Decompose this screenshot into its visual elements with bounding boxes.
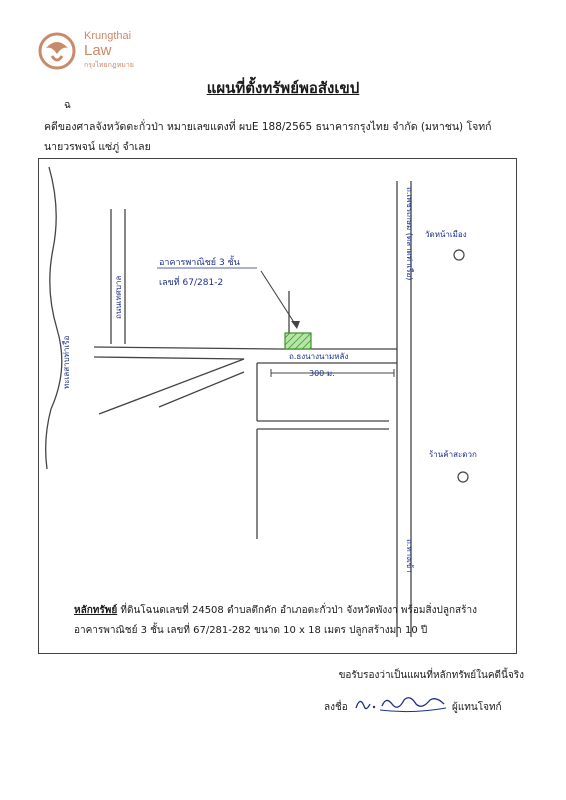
case-line-2: นายวรพจน์ แซ่ภู่ จำเลย bbox=[44, 141, 151, 153]
building-label: อาคารพาณิชย์ 3 ชั้น bbox=[159, 258, 240, 268]
location-map bbox=[38, 158, 517, 654]
main-road-bottom bbox=[94, 357, 244, 359]
logo-text-thai: กรุงไทยกฎหมาย bbox=[84, 61, 134, 69]
logo-text-brand: Krungthai bbox=[84, 30, 132, 42]
landmark-2-marker bbox=[458, 472, 468, 482]
pointer-arrowhead bbox=[291, 321, 300, 329]
building-number: เลขที่ 67/281-2 bbox=[159, 278, 224, 288]
landmark-1-marker bbox=[454, 250, 464, 260]
property-parcel bbox=[285, 333, 311, 349]
logo-text-law: Law bbox=[84, 42, 112, 59]
asset-line-1 bbox=[74, 603, 477, 618]
asset-label: หลักทรัพย์ bbox=[74, 605, 118, 616]
sign-role: ผู้แทนโจทก์ bbox=[452, 702, 502, 713]
road-left-label-1: ถนนเทศบาล bbox=[114, 275, 123, 319]
garuda-logo-icon bbox=[36, 30, 78, 72]
landmark-2-label: ร้านค้าสะดวก bbox=[429, 450, 477, 459]
main-road-top bbox=[94, 347, 279, 349]
asset-line-1-text: ที่ดินโฉนดเลขที่ 24508 ตำบลตึกคัก อำเภอตะกั่วป่า จังหวัดพังงา พร้อมสิ่งปลูกสร้าง bbox=[117, 605, 477, 616]
coastline bbox=[46, 167, 62, 469]
handwritten-signature bbox=[352, 690, 450, 716]
pointer-arrow bbox=[261, 271, 297, 327]
case-line-1: คดีของศาลจังหวัดตะกั่วป่า หมายเลขแดงที่ ผบE 188/2565 ธนาคารกรุงไทย จำกัด (มหาชน) โจทก์ bbox=[44, 121, 492, 133]
document-title: แผนที่ตั้งทรัพย์พอสังเขป bbox=[206, 79, 360, 97]
sign-label: ลงชื่อ bbox=[324, 702, 348, 713]
certification-text: ขอรับรองว่าเป็นแผนที่หลักทรัพย์ในคดีนี้จริง bbox=[338, 670, 524, 681]
road-bottom-right-label: ถ.ทางเข้า bbox=[405, 539, 414, 573]
company-logo bbox=[36, 28, 166, 76]
landmark-1-label: วัดหน้าเมือง bbox=[425, 230, 467, 239]
asset-line-2: อาคารพาณิชย์ 3 ชั้น เลขที่ 67/281-282 ขนาด 10 x 18 เมตร ปลูกสร้างมา 10 ปี bbox=[74, 625, 428, 636]
diagonal-road-1 bbox=[99, 359, 244, 414]
map-drawing bbox=[39, 159, 518, 655]
diagonal-road-2 bbox=[159, 372, 244, 407]
distance-label: 300 ม. bbox=[309, 369, 335, 378]
small-mark: ฉ bbox=[64, 100, 71, 111]
road-main-label: ถ.ธงนางนามหลัง bbox=[289, 352, 349, 361]
road-right-label: ถ.เพชรเกษม (ตลาดท่าเรือ) bbox=[405, 187, 414, 281]
road-left-label-2: ทะเลสาบท่าเรือ bbox=[62, 335, 71, 389]
